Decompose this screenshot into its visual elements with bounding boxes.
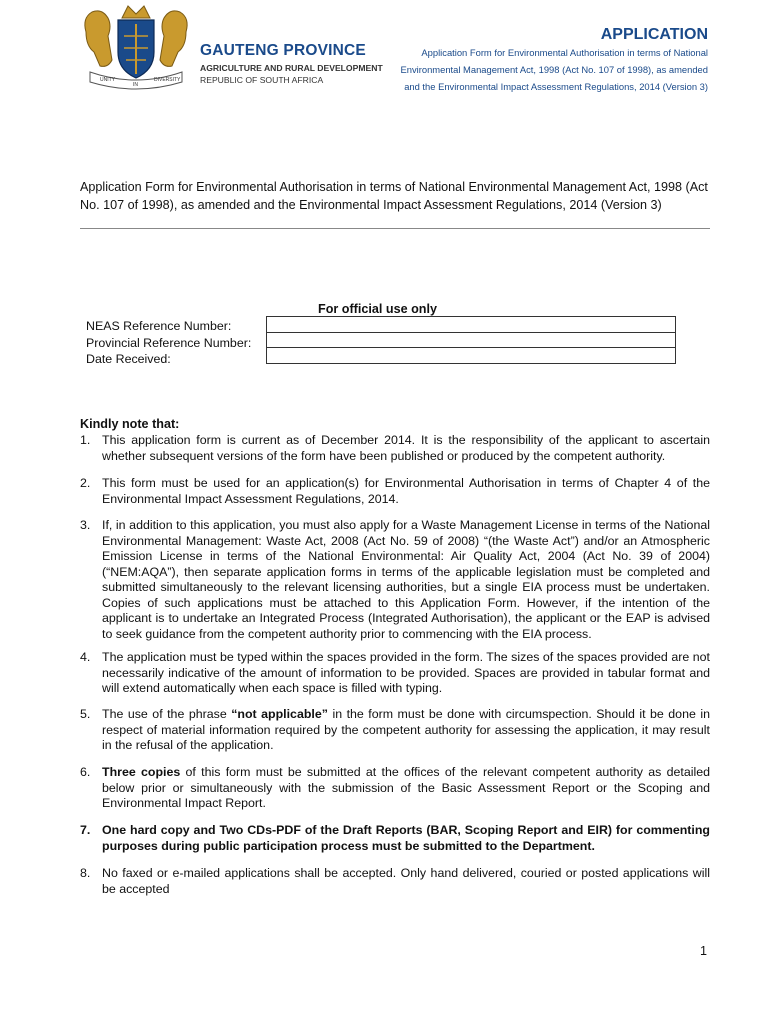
note-text: No faxed or e-mailed applications shall be accepted. Only hand delivered, couried or posted applications will be accepted [102, 866, 710, 896]
page-number: 1 [700, 944, 708, 958]
note-text [102, 707, 710, 754]
note-number: 8. [80, 866, 91, 880]
note-number: 6. [80, 765, 91, 779]
note-text-part: The use of the phrase [102, 707, 232, 721]
note-item-2 [80, 476, 710, 507]
logo-title: GAUTENG PROVINCE [200, 42, 366, 59]
official-use-heading: For official use only [318, 302, 437, 316]
official-use-table [266, 316, 676, 364]
provincial-reference-field[interactable] [267, 332, 676, 348]
note-text [102, 765, 710, 812]
note-item-4 [80, 650, 710, 697]
header-line-3: and the Environmental Impact Assessment Regulations, 2014 (Version 3) [404, 81, 708, 92]
motto-left-text: UNITY [100, 77, 115, 83]
three-copies-phrase: Three copies [102, 765, 181, 779]
note-text: The application must be typed within the spaces provided in the form. The sizes of the spaces provided are not necessarily indicative of the amount of information to be provided. Spaces are provided in tabular format and will extend automatically when each space is filled with typing. [102, 650, 710, 695]
notes-heading: Kindly note that: [80, 417, 180, 431]
note-item-7 [80, 823, 710, 854]
note-text: If, in addition to this application, you must also apply for a Waste Management License in terms of the National Environmental Management: Waste Act, 2008 (Act No. 59 of 2008) “(the Waste Act”) and/or an Atmospheric Emission License in terms of the National Environmental: Air Quality Act, 2004 (Act No. 39 of 2004) (“NEM:AQA”), then separate application forms in terms of the applicable legislation must be completed and submitted simultaneously to the relevant licensing authorities, but a single EIA process must be undertaken. Copies of such applications must be attached to this Application Form. However, if the intention of the applicant is to undertake an Integrated Process (Integrated Authorisation), the applicant or the EAP is advised to seek guidance from the competent authority prior to commencing with the EIA process. [102, 518, 710, 641]
note-number: 2. [80, 476, 91, 490]
motto-mid-text: IN [133, 82, 138, 88]
note-item-3 [80, 518, 710, 642]
note-text: This application form is current as of December 2014. It is the responsibility of the applicant to ascertain whether subsequent versions of the form have been published or produced by the competent authority. [102, 433, 710, 463]
note-number: 5. [80, 707, 91, 721]
date-received-label: Date Received: [86, 352, 171, 366]
note-text: One hard copy and Two CDs-PDF of the Draft Reports (BAR, Scoping Report and EIR) for commenting purposes during public participation process must be submitted to the Department. [102, 823, 710, 853]
neas-reference-field[interactable] [267, 317, 676, 333]
reference-labels [86, 318, 251, 368]
note-number: 1. [80, 433, 91, 447]
provincial-reference-label: Provincial Reference Number: [86, 335, 252, 350]
date-received-field[interactable] [267, 348, 676, 364]
header-line-2: Environmental Management Act, 1998 (Act No. 107 of 1998), as amended [400, 64, 708, 75]
header-line-1: Application Form for Environmental Authorisation in terms of National [421, 47, 708, 58]
note-number: 3. [80, 518, 91, 532]
logo-country: REPUBLIC OF SOUTH AFRICA [200, 75, 324, 85]
horizontal-divider [80, 228, 710, 229]
not-applicable-phrase: “not applicable” [231, 707, 328, 721]
note-item-5 [80, 707, 710, 754]
note-text-part: of this form must be submitted at the offices of the relevant competent authority as detailed below prior or simultaneously with the submission of the Basic Assessment Report or the Scoping and Environmental Impact Report. [102, 765, 710, 810]
intro-paragraph: Application Form for Environmental Authorisation in terms of National Environmental Management Act, 1998 (Act No. 107 of 1998), as amended and the Environmental Impact Assessment Regulations, 2014 (Version 3) [80, 180, 708, 212]
motto-right-text: DIVERSITY [154, 77, 181, 83]
note-text: This form must be used for an application(s) for Environmental Authorisation in terms of Chapter 4 of the Environmental Impact Assessment Regulations, 2014. [102, 476, 710, 506]
logo-subtitle: AGRICULTURE AND RURAL DEVELOPMENT [200, 63, 383, 73]
note-item-6 [80, 765, 710, 812]
neas-reference-label: NEAS Reference Number: [86, 319, 232, 333]
note-item-1 [80, 433, 710, 464]
note-item-8 [80, 866, 710, 897]
header-title: APPLICATION [600, 26, 708, 43]
note-number: 7. [80, 823, 91, 837]
note-text-part: in the form must be done with circumspection. Should it be done in respect of material information required by the competent authority for assessing the application, it may result in the refusal of the application. [102, 707, 710, 752]
note-number: 4. [80, 650, 91, 664]
gauteng-crest-logo [78, 2, 194, 96]
